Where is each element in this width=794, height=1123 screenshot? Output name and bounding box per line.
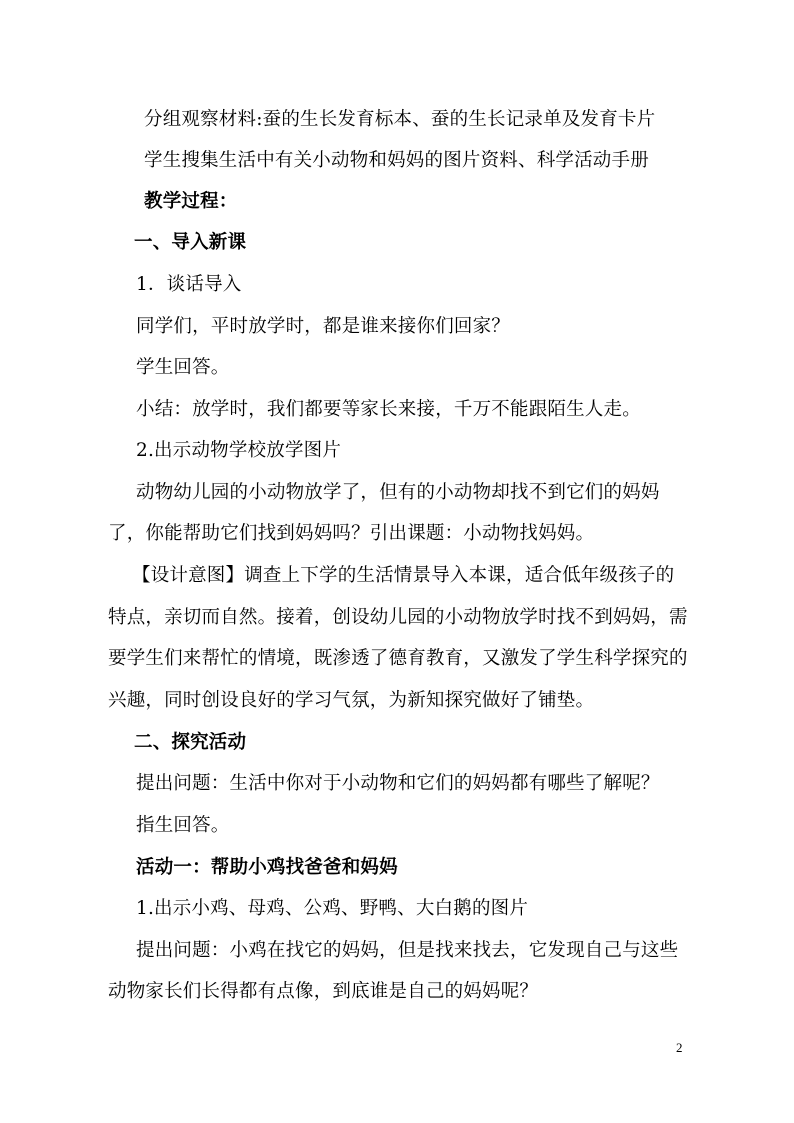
materials-line-1: 分组观察材料:蚕的生长发育标本、蚕的生长记录单及发育卡片 xyxy=(144,109,656,130)
paragraph-line: 兴趣，同时创设良好的学习气氛，为新知探究做好了铺垫。 xyxy=(108,690,595,711)
paragraph-line: 动物家长们长得都有点像，到底谁是自己的妈妈呢？ xyxy=(108,981,539,1002)
paragraph-line: 同学们，平时放学时，都是谁来接你们回家？ xyxy=(136,316,511,337)
section-heading-explore: 二、探究活动 xyxy=(134,732,247,753)
paragraph-line: 指生回答。 xyxy=(136,815,230,836)
section-heading-teaching-process: 教学过程： xyxy=(144,191,238,212)
paragraph-line: 提出问题：小鸡在找它的妈妈，但是找来找去，它发现自己与这些 xyxy=(136,940,679,961)
subheading-show-picture: 2.出示动物学校放学图片 xyxy=(136,440,342,461)
design-intent-line: 【设计意图】调查上下学的生活情景导入本课，适合低年级孩子的 xyxy=(132,565,675,586)
paragraph-line: 提出问题：生活中你对于小动物和它们的妈妈都有哪些了解呢？ xyxy=(136,773,660,794)
paragraph-line: 动物幼儿园的小动物放学了，但有的小动物却找不到它们的妈妈 xyxy=(136,482,660,503)
subheading-talk-intro: 1．谈话导入 xyxy=(136,274,242,295)
page-number: 2 xyxy=(676,1040,683,1055)
paragraph-line: 了，你能帮助它们找到妈妈吗？引出课题：小动物找妈妈。 xyxy=(108,523,595,544)
section-heading-intro: 一、导入新课 xyxy=(134,232,247,253)
paragraph-line: 要学生们来帮忙的情境，既渗透了德育教育，又激发了学生科学探究的 xyxy=(108,648,688,669)
materials-line-2: 学生搜集生活中有关小动物和妈妈的图片资料、科学活动手册 xyxy=(144,150,649,171)
paragraph-line: 特点，亲切而自然。接着，创设幼儿园的小动物放学时找不到妈妈，需 xyxy=(108,607,688,628)
activity-one-heading: 活动一：帮助小鸡找爸爸和妈妈 xyxy=(136,857,398,878)
paragraph-line: 小结：放学时，我们都要等家长来接，千万不能跟陌生人走。 xyxy=(136,399,641,420)
paragraph-line: 学生回答。 xyxy=(136,357,230,378)
paragraph-line: 1.出示小鸡、母鸡、公鸡、野鸭、大白鹅的图片 xyxy=(136,898,529,919)
